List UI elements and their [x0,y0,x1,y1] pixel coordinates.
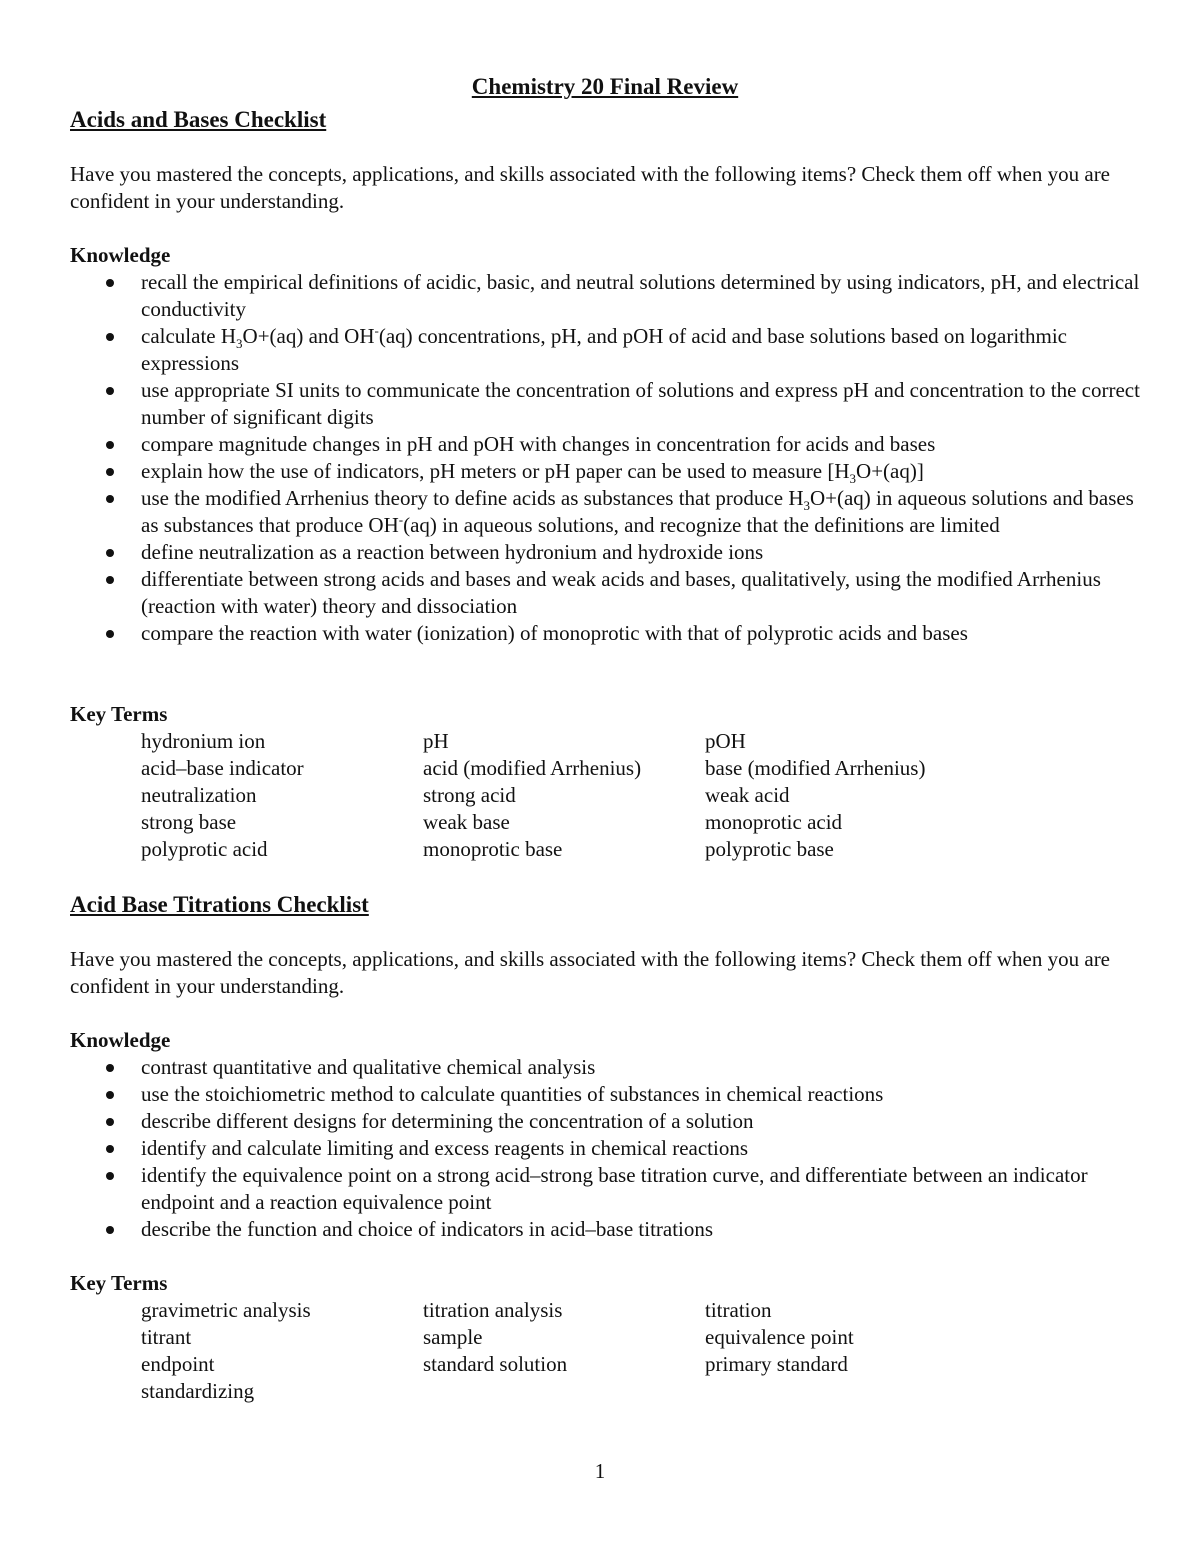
key-term: primary standard [705,1352,848,1376]
section-spacer [70,863,1140,890]
key-term: endpoint [141,1352,215,1376]
knowledge-item [70,1162,1140,1216]
key-term: monoprotic base [423,837,563,861]
section-intro: Have you mastered the concepts, applications, and skills associated with the following items? Check them off when you are confident in your understanding. [70,947,1111,998]
checklist-section [70,863,1140,1405]
knowledge-list [70,269,1140,647]
sections-container [70,105,1140,1405]
knowledge-item [70,1054,1140,1081]
knowledge-item [70,620,1140,647]
knowledge-heading: Knowledge [70,243,171,267]
knowledge-item-text: define neutralization as a reaction between hydronium and hydroxide ions [141,540,764,564]
bullet-icon [106,1091,114,1099]
key-term: polyprotic acid [141,837,268,861]
list-spacer [70,1243,1140,1270]
section-heading: Acid Base Titrations Checklist [70,892,369,917]
bullet-icon [106,630,114,638]
knowledge-item-text: use the stoichiometric method to calculate quantities of substances in chemical reactions [141,1082,884,1106]
key-term: base (modified Arrhenius) [705,756,926,780]
key-term: standard solution [423,1352,568,1376]
bullet-icon [106,576,114,584]
knowledge-item-text: compare the reaction with water (ionization) of monoprotic with that of polyprotic acids and bases [141,621,968,645]
knowledge-item-text: identify and calculate limiting and excess reagents in chemical reactions [141,1136,749,1160]
key-term: polyprotic base [705,837,834,861]
bullet-icon [106,1145,114,1153]
knowledge-item [70,1108,1140,1135]
bullet-icon [106,1064,114,1072]
key-terms-grid [141,728,1140,863]
key-term: strong base [141,810,237,834]
knowledge-item [70,1081,1140,1108]
key-term: strong acid [423,783,516,807]
bullet-icon [106,441,114,449]
knowledge-item [70,539,1140,566]
knowledge-item-text: use the modified Arrhenius theory to define acids as substances that produce $H_3O+(aq)$ in aqueous solutions and bases as substances that produce OH-(aq) in aqueous solutions, and recognize that the definitions are limited [141,486,1134,537]
checklist-section [70,105,1140,863]
list-spacer [70,647,1140,701]
key-term: sample [423,1325,483,1349]
key-term: titration analysis [423,1298,563,1322]
key-term: equivalence point [705,1325,854,1349]
knowledge-item [70,1135,1140,1162]
key-term: hydronium ion [141,729,266,753]
knowledge-item-text: differentiate between strong acids and bases and weak acids and bases, qualitatively, using the modified Arrhenius (reaction with water) theory and dissociation [141,567,1101,618]
bullet-icon [106,387,114,395]
key-term: weak base [423,810,510,834]
knowledge-item-text: contrast quantitative and qualitative chemical analysis [141,1055,596,1079]
key-terms-grid [141,1297,1140,1405]
knowledge-item [70,458,1140,485]
knowledge-item-text: explain how the use of indicators, pH meters or pH paper can be used to measure $[H_3O+(aq)]$ [141,459,924,487]
key-term: neutralization [141,783,257,807]
knowledge-item [70,566,1140,620]
knowledge-item-text: describe different designs for determining the concentration of a solution [141,1109,754,1133]
key-term: standardizing [141,1379,255,1403]
knowledge-item-text: compare magnitude changes in pH and pOH with changes in concentration for acids and bases [141,432,936,456]
key-term: acid–base indicator [141,756,304,780]
knowledge-item [70,431,1140,458]
section-intro: Have you mastered the concepts, applications, and skills associated with the following items? Check them off when you are confident in your understanding. [70,162,1111,213]
key-terms-heading: Key Terms [70,1271,168,1295]
key-term: acid (modified Arrhenius) [423,756,642,780]
bullet-icon [106,279,114,287]
knowledge-item [70,269,1140,323]
bullet-icon [106,1172,114,1180]
key-term: titration [705,1298,772,1322]
key-term: monoprotic acid [705,810,843,834]
knowledge-item [70,1216,1140,1243]
bullet-icon [106,549,114,557]
key-term: titrant [141,1325,192,1349]
knowledge-item-text: calculate $H_3O+(aq)$ and OH-(aq) concentrations, pH, and pOH of acid and base solutions based on logarithmic expressions [141,323,1067,375]
bullet-icon [106,1226,114,1234]
bullet-icon [106,468,114,476]
knowledge-item-text: recall the empirical definitions of acidic, basic, and neutral solutions determined by using indicators, pH, and electrical conductivity [141,270,1140,321]
section-heading: Acids and Bases Checklist [70,107,327,132]
key-term: pH [423,729,449,753]
document-page [70,72,1140,1405]
page-number: 1 [594,1459,606,1483]
knowledge-heading: Knowledge [70,1028,171,1052]
document-title: Chemistry 20 Final Review [471,74,739,99]
bullet-icon [106,495,114,503]
key-term: weak acid [705,783,790,807]
knowledge-item-text: describe the function and choice of indicators in acid–base titrations [141,1217,714,1241]
bullet-icon [106,1118,114,1126]
knowledge-item [70,485,1140,539]
knowledge-item [70,377,1140,431]
knowledge-list [70,1054,1140,1243]
knowledge-item-text: identify the equivalence point on a strong acid–strong base titration curve, and differentiate between an indicator endpoint and a reaction equivalence point [141,1163,1088,1214]
key-term: gravimetric analysis [141,1298,311,1322]
knowledge-item [70,323,1140,377]
knowledge-item-text: use appropriate SI units to communicate the concentration of solutions and express pH and concentration to the correct number of significant digits [141,378,1140,429]
bullet-icon [106,333,114,341]
key-terms-heading: Key Terms [70,702,168,726]
key-term: pOH [705,729,746,753]
